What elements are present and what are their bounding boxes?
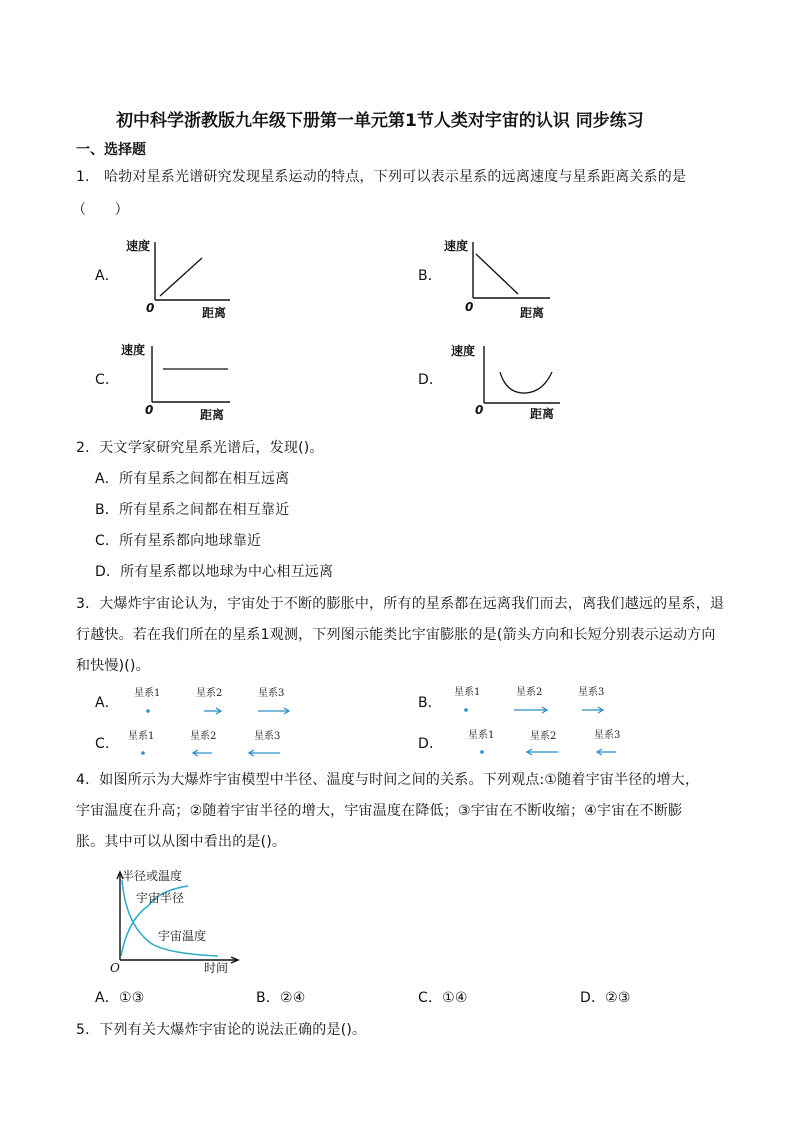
q3-option-a[interactable]: A． xyxy=(95,695,119,711)
q1-option-c[interactable]: C． xyxy=(95,372,120,388)
q1-c-origin: 0 xyxy=(145,403,154,417)
q2-option-c[interactable]: C．所有星系都向地球靠近 xyxy=(95,533,262,549)
page-title: 初中科学浙教版九年级下册第一单元第1节人类对宇宙的认识 同步练习 xyxy=(116,111,644,131)
q1-d-y-label: 速度 xyxy=(451,344,476,358)
q3-figure-a xyxy=(120,684,310,716)
q1-d-x-label: 距离 xyxy=(530,407,555,421)
q4-option-a[interactable]: A．①③ xyxy=(95,990,145,1006)
q4-graph xyxy=(100,860,250,978)
q3-option-d[interactable]: D． xyxy=(418,736,444,752)
q4-stem-line3: 胀。其中可以从图中看出的是()。 xyxy=(76,834,287,850)
q1-c-x-label: 距离 xyxy=(200,408,225,422)
svg-text:星系2: 星系2 xyxy=(530,731,557,742)
q1-a-origin: 0 xyxy=(146,301,155,315)
q4-option-d[interactable]: D．②③ xyxy=(580,990,631,1006)
q1-graph-a xyxy=(120,234,240,324)
q2-stem: 2．天文学家研究星系光谱后，发现()。 xyxy=(76,440,324,456)
q2-option-d[interactable]: D．所有星系都以地球为中心相互远离 xyxy=(95,564,334,580)
q1-a-y-label: 速度 xyxy=(126,239,151,253)
q1-option-a[interactable]: A． xyxy=(95,268,119,284)
q1-b-x-label: 距离 xyxy=(520,306,545,320)
q1-option-d[interactable]: D． xyxy=(418,372,444,388)
q1-d-origin: 0 xyxy=(475,403,484,417)
svg-text:星系1: 星系1 xyxy=(454,687,481,698)
svg-text:星系2: 星系2 xyxy=(516,687,543,698)
q3-stem-line3: 和快慢)()。 xyxy=(76,658,150,674)
svg-text:星系3: 星系3 xyxy=(254,731,281,742)
q3-stem-line1: 3．大爆炸宇宙论认为，宇宙处于不断的膨胀中，所有的星系都在远离我们而去，离我们越远的星系，退 xyxy=(76,596,725,612)
svg-text:星系3: 星系3 xyxy=(258,688,285,699)
q5-stem: 5．下列有关大爆炸宇宙论的说法正确的是()。 xyxy=(76,1022,367,1038)
q4-curve-radius-label: 宇宙半径 xyxy=(136,891,185,905)
q4-x-label: 时间 xyxy=(204,961,229,975)
q3-option-c[interactable]: C． xyxy=(95,736,120,752)
q3-stem-line2: 行越快。若在我们所在的星系1观测，下列图示能类比宇宙膨胀的是(箭头方向和长短分别表示运动方向 xyxy=(76,627,716,643)
q1-c-y-label: 速度 xyxy=(121,343,146,357)
q1-option-b[interactable]: B． xyxy=(418,268,443,284)
q1-graph-d xyxy=(446,340,566,421)
q1-graph-b xyxy=(440,234,560,324)
q1-paren: （ ） xyxy=(72,202,129,218)
q1-a-x-label: 距离 xyxy=(202,306,227,320)
q2-option-b[interactable]: B．所有星系之间都在相互靠近 xyxy=(95,502,290,518)
q2-option-a[interactable]: A．所有星系之间都在相互远离 xyxy=(95,471,290,487)
q4-option-c[interactable]: C．①④ xyxy=(418,990,468,1006)
svg-text:星系3: 星系3 xyxy=(578,687,605,698)
q4-option-b[interactable]: B．②④ xyxy=(256,990,306,1006)
svg-text:星系1: 星系1 xyxy=(128,731,155,742)
q3-figure-b xyxy=(446,682,636,714)
q1-graph-c xyxy=(118,338,238,426)
svg-text:星系1: 星系1 xyxy=(134,688,161,699)
svg-text:星系2: 星系2 xyxy=(190,731,217,742)
q4-curve-temp-label: 宇宙温度 xyxy=(158,929,207,943)
q3-figure-d xyxy=(452,726,642,758)
section-heading: 一、选择题 xyxy=(76,142,146,158)
q3-option-b[interactable]: B． xyxy=(418,695,443,711)
q1-stem: 1. 哈勃对星系光谱研究发现星系运动的特点，下列可以表示星系的远离速度与星系距离关系的是 xyxy=(76,169,687,185)
q4-stem-line2: 宇宙温度在升高；②随着宇宙半径的增大，宇宙温度在降低；③宇宙在不断收缩；④宇宙在不断膨 xyxy=(76,803,683,819)
q3-figure-c xyxy=(118,726,308,758)
q4-y-label: 半径或温度 xyxy=(122,869,183,883)
q4-origin: O xyxy=(110,961,120,975)
svg-text:星系1: 星系1 xyxy=(468,730,495,741)
svg-text:星系3: 星系3 xyxy=(594,730,621,741)
q1-b-y-label: 速度 xyxy=(444,239,469,253)
svg-text:星系2: 星系2 xyxy=(196,688,223,699)
q4-stem-line1: 4．如图所示为大爆炸宇宙模型中半径、温度与时间之间的关系。下列观点:①随着宇宙半径的增大， xyxy=(76,772,700,788)
q1-b-origin: 0 xyxy=(465,300,474,314)
